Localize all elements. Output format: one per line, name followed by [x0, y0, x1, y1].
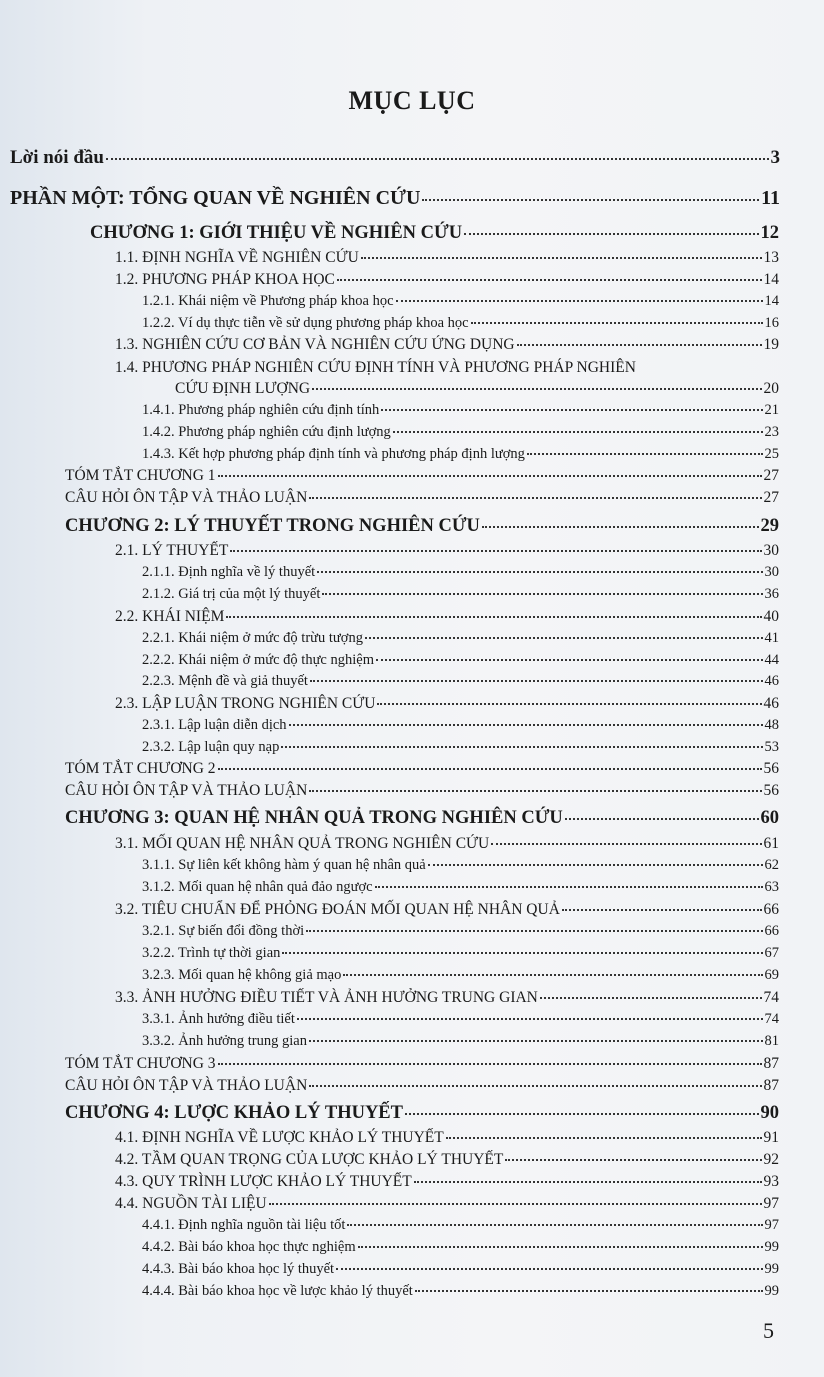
toc-entry-title: PHẦN MỘT: TỔNG QUAN VỀ NGHIÊN CỨU — [10, 187, 421, 209]
dot-leader — [505, 1159, 761, 1161]
dot-leader — [306, 930, 762, 932]
toc-entry-title: TÓM TẮT CHƯƠNG 3 — [65, 1055, 216, 1072]
toc-entry-page: 13 — [763, 249, 779, 266]
toc-entry-title: 4.4. NGUỒN TÀI LIỆU — [115, 1195, 267, 1212]
dot-leader — [562, 909, 762, 911]
dot-leader — [396, 300, 763, 302]
toc-entry-page: 74 — [763, 989, 779, 1006]
toc-entry-title: 1.4.1. Phương pháp nghiên cứu định tính — [142, 402, 380, 418]
toc-entry — [142, 1240, 779, 1255]
toc-entry — [115, 902, 779, 918]
toc-entry-page: 63 — [764, 879, 779, 895]
toc-entry-page: 56 — [763, 782, 779, 799]
toc-entry — [142, 946, 779, 961]
toc-entry-title: CHƯƠNG 1: GIỚI THIỆU VỀ NGHIÊN CỨU — [90, 223, 463, 243]
toc-entry — [142, 653, 779, 668]
dot-leader — [297, 1018, 763, 1020]
toc-entry-page: 97 — [764, 1217, 779, 1233]
toc-entry-title: TÓM TẮT CHƯƠNG 2 — [65, 760, 216, 777]
toc-entry-page: 23 — [764, 424, 779, 440]
toc-entry-title: 3.3.1. Ảnh hưởng điều tiết — [142, 1011, 295, 1027]
dot-leader — [322, 593, 762, 595]
toc-entry-title: 1.4.3. Kết hợp phương pháp định tính và phương pháp định lượng — [142, 446, 525, 462]
toc-entry-page: 11 — [761, 187, 780, 209]
dot-leader — [361, 257, 762, 259]
toc-entry-page: 29 — [760, 516, 779, 536]
toc-entry-page: 87 — [763, 1077, 779, 1094]
dot-leader — [422, 199, 759, 201]
toc-entry-title: 2.3. LẬP LUẬN TRONG NGHIÊN CỨU — [115, 695, 376, 712]
toc-entry-title: 3.2.2. Trình tự thời gian — [142, 945, 281, 961]
toc-entry-page: 56 — [763, 760, 779, 777]
toc-entry — [142, 587, 779, 602]
toc-entry — [115, 543, 779, 559]
toc-entry — [65, 1056, 779, 1072]
toc-entry-title: 1.1. ĐỊNH NGHĨA VỀ NGHIÊN CỨU — [115, 249, 359, 266]
dot-leader — [347, 1224, 762, 1226]
toc-entry-title: 2.2.1. Khái niệm ở mức độ trừu tượng — [142, 630, 363, 646]
dot-leader — [446, 1137, 762, 1139]
toc-entry-page: 99 — [764, 1261, 779, 1277]
toc-entry — [65, 1104, 779, 1123]
toc-entry-page: 61 — [763, 835, 779, 852]
toc-entry-title: 2.2.3. Mệnh đề và giả thuyết — [142, 673, 308, 689]
toc-entry-title: CHƯƠNG 2: LÝ THUYẾT TRONG NGHIÊN CỨU — [65, 516, 480, 536]
toc-entry — [142, 1284, 779, 1299]
toc-entry — [115, 337, 779, 353]
dot-leader — [428, 864, 763, 866]
toc-entry-title: 4.1. ĐỊNH NGHĨA VỀ LƯỢC KHẢO LÝ THUYẾT — [115, 1129, 444, 1146]
page-title: MỤC LỤC — [348, 86, 476, 115]
toc-entry-title: 4.4.3. Bài báo khoa học lý thuyết — [142, 1261, 335, 1277]
dot-leader — [230, 550, 761, 552]
dot-leader — [317, 571, 762, 573]
dot-leader — [309, 1040, 763, 1042]
toc-entry — [142, 674, 779, 689]
dot-leader — [282, 952, 762, 954]
toc-entry — [115, 836, 779, 852]
toc-entry-title: 1.3. NGHIÊN CỨU CƠ BẢN VÀ NGHIÊN CỨU ỨNG DỤNG — [115, 336, 515, 353]
toc-entry — [115, 1196, 779, 1212]
toc-entry — [175, 381, 779, 397]
toc-entry-title: 3.3. ẢNH HƯỞNG ĐIỀU TIẾT VÀ ẢNH HƯỞNG TRUNG GIAN — [115, 989, 538, 1006]
toc-entry-page: 30 — [764, 564, 779, 580]
toc-entry — [65, 783, 779, 799]
toc-entry-title: 4.4.1. Định nghĩa nguồn tài liệu tốt — [142, 1217, 346, 1233]
toc-entry-title: 1.2.1. Khái niệm về Phương pháp khoa học — [142, 293, 394, 309]
toc-entry-page: 19 — [763, 336, 779, 353]
toc-entry — [65, 490, 779, 506]
toc-entry — [142, 740, 779, 755]
toc-entry-page: 46 — [764, 673, 779, 689]
toc-entry-page: 27 — [763, 467, 779, 484]
dot-leader — [226, 616, 761, 618]
dot-leader — [527, 453, 763, 455]
toc-entry — [115, 696, 779, 712]
dot-leader — [482, 526, 759, 528]
toc-entry — [142, 968, 779, 983]
toc-entry-title: 4.3. QUY TRÌNH LƯỢC KHẢO LÝ THUYẾT — [115, 1173, 412, 1190]
toc-entry-title: CỨU ĐỊNH LƯỢNG — [175, 380, 311, 397]
dot-leader — [381, 409, 762, 411]
toc-entry-title: 3.2.3. Mối quan hệ không giả mạo — [142, 967, 342, 983]
toc-entry — [142, 631, 779, 646]
toc-entry-title: 3.3.2. Ảnh hưởng trung gian — [142, 1033, 307, 1049]
dot-leader — [415, 1290, 763, 1292]
toc-entry — [65, 1078, 779, 1094]
dot-leader — [517, 344, 762, 346]
toc-entry — [10, 148, 780, 167]
toc-entry-page: 60 — [760, 808, 779, 828]
toc-entry — [65, 761, 779, 777]
toc-entry-title: 3.1.2. Mối quan hệ nhân quả đảo ngược — [142, 879, 373, 895]
toc-entry-page: 14 — [763, 271, 779, 288]
toc-entry-page: 66 — [763, 901, 779, 918]
toc-entry — [142, 1012, 779, 1027]
dot-leader — [336, 1268, 762, 1270]
toc-entry-page: 74 — [764, 1011, 779, 1027]
toc-entry — [115, 360, 779, 376]
dot-leader — [312, 388, 761, 390]
dot-leader — [358, 1246, 763, 1248]
toc-entry-title: TÓM TẮT CHƯƠNG 1 — [65, 467, 216, 484]
toc-entry — [142, 924, 779, 939]
toc-entry-page: 30 — [763, 542, 779, 559]
toc-entry-title: CHƯƠNG 3: QUAN HỆ NHÂN QUẢ TRONG NGHIÊN CỨU — [65, 808, 563, 828]
dot-leader — [218, 1063, 762, 1065]
dot-leader — [106, 158, 769, 160]
toc-entry-page: 21 — [764, 402, 779, 418]
toc-entry-title: 4.4.4. Bài báo khoa học về lược khảo lý thuyết — [142, 1283, 413, 1299]
toc-entry-title: 3.1. MỐI QUAN HỆ NHÂN QUẢ TRONG NGHIÊN CỨU — [115, 835, 490, 852]
dot-leader — [375, 886, 763, 888]
toc-entry-title: 2.1.1. Định nghĩa về lý thuyết — [142, 564, 316, 580]
toc-entry-title: 4.2. TẦM QUAN TRỌNG CỦA LƯỢC KHẢO LÝ THUYẾT — [115, 1151, 504, 1168]
toc-entry-page: 91 — [763, 1129, 779, 1146]
toc-entry — [65, 517, 779, 536]
toc-entry-title: 2.2.2. Khái niệm ở mức độ thực nghiệm — [142, 652, 374, 668]
dot-leader — [343, 974, 762, 976]
toc-entry-page: 48 — [764, 717, 779, 733]
toc-entry — [65, 809, 779, 828]
toc-entry-title: 3.1.1. Sự liên kết không hàm ý quan hệ nhân quả — [142, 857, 426, 873]
toc-entry — [115, 1130, 779, 1146]
dot-leader — [281, 746, 762, 748]
toc-entry-title: 2.2. KHÁI NIỆM — [115, 608, 225, 625]
dot-leader — [310, 680, 763, 682]
toc-entry — [142, 1218, 779, 1233]
toc-entry-page: 92 — [763, 1151, 779, 1168]
toc-entry — [142, 316, 779, 331]
dot-leader — [464, 233, 758, 235]
dot-leader — [337, 279, 762, 281]
toc-entry — [142, 565, 779, 580]
dot-leader — [377, 703, 761, 705]
toc-entry-title: CHƯƠNG 4: LƯỢC KHẢO LÝ THUYẾT — [65, 1103, 403, 1123]
toc-entry-page: 44 — [764, 652, 779, 668]
toc-entry-title: CÂU HỎI ÔN TẬP VÀ THẢO LUẬN — [65, 489, 308, 506]
toc-entry-title: 1.2.2. Ví dụ thực tiễn về sử dụng phương pháp khoa học — [142, 315, 469, 331]
toc-entry-page: 40 — [763, 608, 779, 625]
toc-entry — [115, 609, 779, 625]
toc-entry-page: 67 — [764, 945, 779, 961]
page-number: 5 — [763, 1318, 774, 1343]
toc-entry — [142, 1034, 779, 1049]
dot-leader — [540, 997, 762, 999]
toc-entry-page: 25 — [764, 446, 779, 462]
dot-leader — [365, 637, 763, 639]
toc-entry — [142, 718, 779, 733]
toc-entry-title: 1.4. PHƯƠNG PHÁP NGHIÊN CỨU ĐỊNH TÍNH VÀ PHƯƠNG PHÁP NGHIÊN — [115, 359, 636, 376]
toc-entry — [115, 1174, 779, 1190]
toc-entry — [115, 250, 779, 266]
dot-leader — [309, 790, 761, 792]
toc-entry-title: CÂU HỎI ÔN TẬP VÀ THẢO LUẬN — [65, 1077, 308, 1094]
dot-leader — [218, 475, 762, 477]
dot-leader — [218, 768, 762, 770]
toc-entry-page: 97 — [763, 1195, 779, 1212]
toc-entry-title: 3.2. TIÊU CHUẨN ĐỂ PHỎNG ĐOÁN MỐI QUAN HỆ NHÂN QUẢ — [115, 901, 560, 918]
toc-entry-page: 41 — [764, 630, 779, 646]
toc-entry — [142, 447, 779, 462]
toc-entry-title: 2.1. LÝ THUYẾT — [115, 542, 229, 559]
toc-entry-page: 66 — [764, 923, 779, 939]
dot-leader — [309, 497, 761, 499]
toc-entry-page: 69 — [764, 967, 779, 983]
dot-leader — [414, 1181, 762, 1183]
toc-entry-page: 14 — [764, 293, 779, 309]
toc-entry-title: 3.2.1. Sự biến đổi đồng thời — [142, 923, 305, 939]
toc-entry-page: 36 — [764, 586, 779, 602]
toc-entry-title: 4.4.2. Bài báo khoa học thực nghiệm — [142, 1239, 356, 1255]
toc-entry — [115, 272, 779, 288]
dot-leader — [491, 843, 761, 845]
dot-leader — [565, 818, 759, 820]
dot-leader — [269, 1203, 762, 1205]
toc-entry — [142, 294, 779, 309]
toc-entry — [65, 468, 779, 484]
toc-entry-page: 16 — [764, 315, 779, 331]
toc-entry-title: 2.3.1. Lập luận diễn dịch — [142, 717, 287, 733]
toc-entry-page: 46 — [763, 695, 779, 712]
toc-entry-page: 87 — [763, 1055, 779, 1072]
toc-entry-page: 90 — [760, 1103, 779, 1123]
toc-entry — [142, 1262, 779, 1277]
toc-entry — [142, 880, 779, 895]
toc-entry-page: 62 — [764, 857, 779, 873]
dot-leader — [405, 1113, 759, 1115]
toc-entry-page: 99 — [764, 1283, 779, 1299]
dot-leader — [393, 431, 763, 433]
toc-entry-page: 3 — [770, 147, 780, 168]
dot-leader — [471, 322, 763, 324]
toc-entry-page: 93 — [763, 1173, 779, 1190]
toc-entry — [115, 1152, 779, 1168]
toc-entry-page: 99 — [764, 1239, 779, 1255]
toc-entry — [90, 224, 779, 243]
toc-entry — [142, 425, 779, 440]
toc-entry — [142, 858, 779, 873]
toc-entry-title: Lời nói đầu — [10, 147, 104, 168]
toc-entry-page: 81 — [764, 1033, 779, 1049]
toc-entry-title: 1.2. PHƯƠNG PHÁP KHOA HỌC — [115, 271, 335, 288]
toc-entry-title: CÂU HỎI ÔN TẬP VÀ THẢO LUẬN — [65, 782, 308, 799]
toc-entry-page: 53 — [764, 739, 779, 755]
toc-entry — [115, 990, 779, 1006]
dot-leader — [376, 659, 763, 661]
toc-entry-page: 12 — [760, 223, 779, 243]
toc-entry-page: 20 — [763, 380, 779, 397]
toc-entry-title: 2.3.2. Lập luận quy nạp — [142, 739, 280, 755]
toc-entry — [10, 188, 780, 208]
dot-leader — [289, 724, 763, 726]
toc-entry-title: 2.1.2. Giá trị của một lý thuyết — [142, 586, 321, 602]
toc-entry-title: 1.4.2. Phương pháp nghiên cứu định lượng — [142, 424, 391, 440]
toc-entry — [142, 403, 779, 418]
toc-entry-page: 27 — [763, 489, 779, 506]
dot-leader — [309, 1085, 761, 1087]
